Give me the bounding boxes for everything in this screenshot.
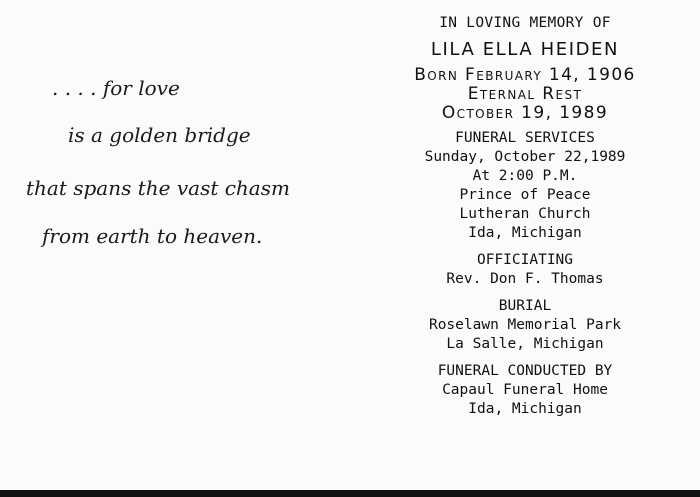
memorial-details — [380, 14, 670, 419]
service-place: Lutheran Church — [459, 206, 591, 222]
funeral-home-location: Ida, Michigan — [468, 401, 582, 417]
death-date: October 19, 1989 — [441, 103, 609, 123]
birth-date: Born February 14, 1906 — [414, 65, 636, 85]
service-place: Prince of Peace — [459, 187, 591, 203]
burial-heading: BURIAL — [498, 298, 552, 314]
bottom-border — [0, 490, 700, 497]
eternal-rest-label: Eternal Rest — [467, 84, 583, 104]
funeral-services-heading: FUNERAL SERVICES — [455, 130, 595, 146]
memory-heading: IN LOVING MEMORY OF — [439, 15, 611, 31]
officiant: Rev. Don F. Thomas — [446, 271, 604, 287]
poem-line: is a golden bridge — [68, 123, 251, 147]
poem-line: . . . . for love — [52, 76, 180, 100]
officiating-heading: OFFICIATING — [476, 252, 574, 268]
burial-location: La Salle, Michigan — [446, 336, 604, 352]
poem-line: from earth to heaven. — [42, 224, 263, 248]
service-date: Sunday, October 22,1989 — [424, 149, 626, 165]
funeral-conducted-heading: FUNERAL CONDUCTED BY — [437, 363, 613, 379]
poem-line: that spans the vast chasm — [26, 176, 290, 200]
service-time: At 2:00 P.M. — [472, 168, 578, 184]
deceased-name: LILA ELLA HEIDEN — [430, 39, 620, 60]
service-location: Ida, Michigan — [468, 225, 582, 241]
funeral-home: Capaul Funeral Home — [442, 382, 608, 398]
burial-place: Roselawn Memorial Park — [428, 317, 622, 333]
